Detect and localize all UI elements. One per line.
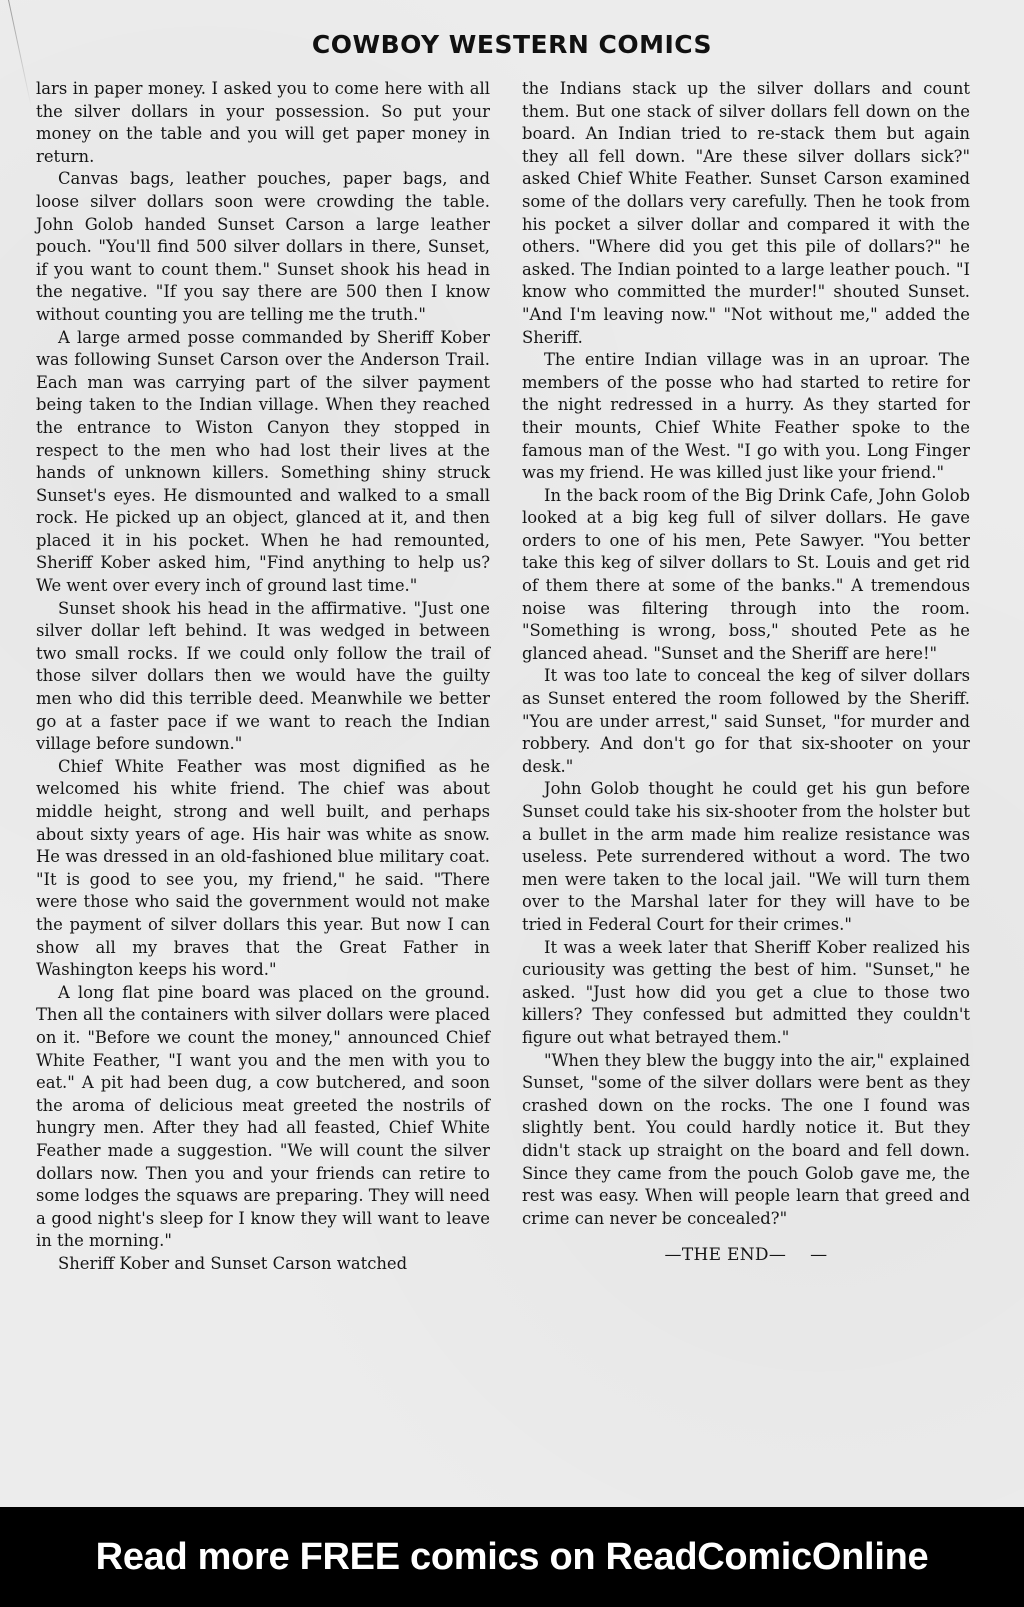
left-column — [36, 78, 490, 1275]
paragraph: John Golob thought he could get his gun before Sunset could take his six-shooter from the holster but a bullet in the arm made him realize resistance was useless. Pete surrendered without a word. The two men were taken to the local jail. "We will turn them over to the Marshal later for they will have to be tried in Federal Court for their crimes." — [522, 779, 970, 934]
paragraph: In the back room of the Big Drink Cafe, John Golob looked at a big keg full of silver dollars. He gave orders to one of his men, Pete Sawyer. "You better take this keg of silver dollars to St. Louis and get rid of them there at some of the banks." A tremendous noise was filtering through into the room. "Something is wrong, boss," shouted Pete as he glanced ahead. "Sunset and the Sheriff are here!" — [522, 485, 970, 663]
paragraph: It was a week later that Sheriff Kober realized his curiousity was getting the best of him. "Sunset," he asked. "Just how did you get a clue to those two killers? They confessed but admitted they couldn't figure out what betrayed them." — [522, 937, 970, 1047]
right-column — [522, 78, 970, 1267]
paragraph: It was too late to conceal the keg of silver dollars as Sunset entered the room followed by the Sheriff. "You are under arrest," said Sunset, "for murder and robbery. And don't go for that six-shooter on your desk." — [522, 666, 970, 776]
paragraph: The entire Indian village was in an uproar. The members of the posse who had started to retire for the night redressed in a hurry. As they started for their mounts, Chief White Feather spoke to the famous man of the West. "I go with you. Long Finger was my friend. He was killed just like your friend." — [522, 350, 970, 483]
the-end-marker — [522, 1244, 970, 1267]
paragraph: Chief White Feather was most dignified as he welcomed his white friend. The chief was about middle height, strong and well built, and perhaps about sixty years of age. His hair was white as snow. He was dressed in an old-fashioned blue military coat. "It is good to see you, my friend," he said. "There were those who said the government would not make the payment of silver dollars this year. But now I can show all my braves that the Great Father in Washington keeps his word." — [36, 756, 490, 980]
paragraph: Canvas bags, leather pouches, paper bags, and loose silver dollars soon were crowding the table. John Golob handed Sunset Carson a large leather pouch. "You'll find 500 silver dollars in there, Sunset, if you want to count them." Sunset shook his head in the negative. "If you say there are 500 then I know without counting you are telling me the truth." — [36, 169, 490, 324]
page-title: COWBOY WESTERN COMICS — [311, 30, 713, 59]
paragraph: A large armed posse commanded by Sheriff Kober was following Sunset Carson over the Anderson Trail. Each man was carrying part of the silver payment being taken to the Indian village. When they reached the entrance to Wiston Canyon they stopped in respect to the men who had lost their lives at the hands of unknown killers. Something shiny struck Sunset's eyes. He dismounted and walked to a small rock. He picked up an object, glanced at it, and then placed it in his pocket. When he had remounted, Sheriff Kober asked him, "Find anything to help us? We went over every inch of ground last time." — [36, 327, 490, 596]
paragraph: Sheriff Kober and Sunset Carson watched — [58, 1253, 408, 1273]
paragraph: A long flat pine board was placed on the ground. Then all the containers with silver dollars were placed on it. "Before we count the money," announced Chief White Feather, "I want you and the men with you to eat." A pit had been dug, a cow butchered, and soon the aroma of delicious meat greeted the nostrils of hungry men. After they had all feasted, Chief White Feather made a suggestion. "We will count the silver dollars now. Then you and your friends can retire to some lodges the squaws are preparing. They will need a good night's sleep for I know they will want to leave in the morning." — [36, 982, 490, 1251]
paragraph: the Indians stack up the silver dollars and count them. But one stack of silver dollars fell down on the board. An Indian tried to re-stack them but again they all fell down. "Are these silver dollars sick?" asked Chief White Feather. Sunset Carson examined some of the dollars very carefully. Then he took from his pocket a silver dollar and compared it with the others. "Where did you get this pile of dollars?" he asked. The Indian pointed to a large leather pouch. "I know who committed the murder!" shouted Sunset. "And I'm leaving now." "Not without me," added the Sheriff. — [522, 79, 970, 347]
paragraph: lars in paper money. I asked you to come here with all the silver dollars in your possession. So put your money on the table and you will get paper money in return. — [36, 79, 490, 166]
promo-banner[interactable] — [0, 1507, 1024, 1607]
paragraph: "When they blew the buggy into the air," explained Sunset, "some of the silver dollars were bent as they crashed down on the rocks. The one I found was slightly bent. You could hardly notice it. But they didn't stack up straight on the board and fell down. Since they came from the pouch Golob gave me, the rest was easy. When will people learn that greed and crime can never be concealed?" — [522, 1050, 970, 1228]
the-end-text: —THE END— — [664, 1245, 787, 1266]
paragraph: Sunset shook his head in the affirmative. "Just one silver dollar left behind. It was wedged in between two small rocks. If we could only follow the trail of those silver dollars then we would have the guilty men who did this terrible deed. Meanwhile we better go at a faster pace if we want to reach the Indian village before sundown." — [36, 598, 490, 754]
promo-banner-link[interactable]: Read more FREE comics on ReadComicOnline — [95, 1535, 929, 1578]
trailing-dash: — — [810, 1245, 828, 1266]
